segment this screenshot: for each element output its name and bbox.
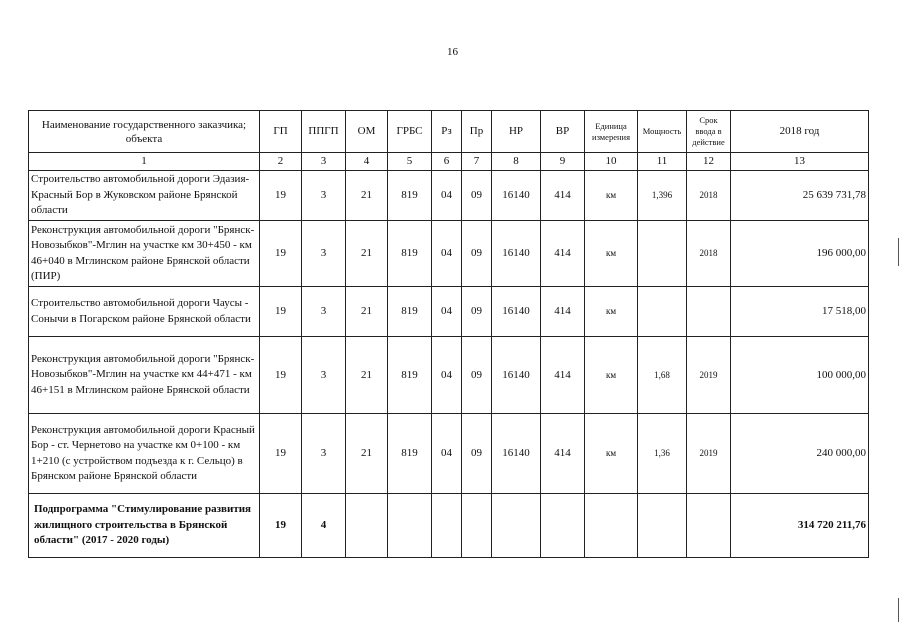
cell-term <box>687 287 731 337</box>
header-om: ОМ <box>346 111 388 153</box>
cell-nr: 16140 <box>492 171 541 221</box>
cell-term: 2018 <box>687 221 731 287</box>
header-gp: ГП <box>260 111 302 153</box>
cell-capacity <box>638 287 687 337</box>
cell-term: 2019 <box>687 337 731 414</box>
cell-gp: 19 <box>260 337 302 414</box>
table-row <box>29 171 869 221</box>
subprogram-name: Подпрограмма "Стимулирование развития жилищного строительства в Брянской области" (2017 - 2020 годы) <box>29 494 260 558</box>
cell-grbs: 819 <box>388 221 432 287</box>
cell-pr <box>462 494 492 558</box>
column-number: 12 <box>687 153 731 171</box>
cell-pr: 09 <box>462 221 492 287</box>
cell-vr <box>541 494 585 558</box>
table-row <box>29 337 869 414</box>
header-year-2018: 2018 год <box>731 111 869 153</box>
header-nr: НР <box>492 111 541 153</box>
column-number: 7 <box>462 153 492 171</box>
scan-margin-mark <box>898 598 899 622</box>
cell-gp: 19 <box>260 171 302 221</box>
cell-om: 21 <box>346 414 388 494</box>
cell-ppgp: 4 <box>302 494 346 558</box>
table-row <box>29 414 869 494</box>
cell-vr: 414 <box>541 171 585 221</box>
budget-table <box>28 110 869 558</box>
cell-sum-2018: 240 000,00 <box>731 414 869 494</box>
cell-sum-2018: 314 720 211,76 <box>731 494 869 558</box>
cell-ppgp: 3 <box>302 337 346 414</box>
column-number: 1 <box>29 153 260 171</box>
cell-term: 2018 <box>687 171 731 221</box>
header-vr: ВР <box>541 111 585 153</box>
column-number: 9 <box>541 153 585 171</box>
cell-unit: км <box>585 337 638 414</box>
cell-grbs: 819 <box>388 287 432 337</box>
cell-capacity: 1,396 <box>638 171 687 221</box>
cell-rz: 04 <box>432 414 462 494</box>
object-name: Строительство автомобильной дороги Чаусы - Сонычи в Погарском районе Брянской области <box>29 287 260 337</box>
header-name: Наименование государственного заказчика; объекта <box>29 111 260 153</box>
cell-sum-2018: 17 518,00 <box>731 287 869 337</box>
cell-vr: 414 <box>541 337 585 414</box>
cell-om: 21 <box>346 337 388 414</box>
cell-vr: 414 <box>541 287 585 337</box>
object-name: Реконструкция автомобильной дороги "Брянск-Новозыбков"-Мглин на участке км 30+450 - км 46+040 в Мглинском районе Брянской области (ПИР) <box>29 221 260 287</box>
cell-grbs: 819 <box>388 337 432 414</box>
header-unit: Единица измерения <box>585 111 638 153</box>
cell-grbs <box>388 494 432 558</box>
cell-pr: 09 <box>462 337 492 414</box>
header-ppgp: ППГП <box>302 111 346 153</box>
column-number: 8 <box>492 153 541 171</box>
column-number: 6 <box>432 153 462 171</box>
cell-unit: км <box>585 221 638 287</box>
cell-term <box>687 494 731 558</box>
cell-unit: км <box>585 287 638 337</box>
cell-rz: 04 <box>432 221 462 287</box>
page-number: 16 <box>447 46 458 58</box>
cell-sum-2018: 25 639 731,78 <box>731 171 869 221</box>
cell-om: 21 <box>346 287 388 337</box>
column-number: 11 <box>638 153 687 171</box>
header-grbs: ГРБС <box>388 111 432 153</box>
cell-capacity: 1,68 <box>638 337 687 414</box>
column-number: 2 <box>260 153 302 171</box>
object-name: Реконструкция автомобильной дороги Красный Бор - ст. Чернетово на участке км 0+100 - км 1+210 (с устройством подъезда к г. Сельцо) в Брянском районе Брянской области <box>29 414 260 494</box>
header-row <box>29 111 869 153</box>
object-name: Строительство автомобильной дороги Эдазия-Красный Бор в Жуковском районе Брянской области <box>29 171 260 221</box>
table-row <box>29 287 869 337</box>
cell-capacity <box>638 494 687 558</box>
cell-nr: 16140 <box>492 337 541 414</box>
cell-om: 21 <box>346 221 388 287</box>
subprogram-row <box>29 494 869 558</box>
cell-rz: 04 <box>432 171 462 221</box>
cell-capacity <box>638 221 687 287</box>
column-number: 10 <box>585 153 638 171</box>
header-term: Срок ввода в действие <box>687 111 731 153</box>
cell-nr <box>492 494 541 558</box>
cell-ppgp: 3 <box>302 171 346 221</box>
object-name: Реконструкция автомобильной дороги "Брянск-Новозыбков"-Мглин на участке км 44+471 - км 46+151 в Мглинском районе Брянской области <box>29 337 260 414</box>
cell-sum-2018: 196 000,00 <box>731 221 869 287</box>
header-pr: Пр <box>462 111 492 153</box>
cell-om: 21 <box>346 171 388 221</box>
cell-capacity: 1,36 <box>638 414 687 494</box>
cell-pr: 09 <box>462 171 492 221</box>
cell-vr: 414 <box>541 414 585 494</box>
cell-unit: км <box>585 171 638 221</box>
column-number-row <box>29 153 869 171</box>
cell-om <box>346 494 388 558</box>
cell-grbs: 819 <box>388 171 432 221</box>
cell-ppgp: 3 <box>302 287 346 337</box>
cell-sum-2018: 100 000,00 <box>731 337 869 414</box>
cell-gp: 19 <box>260 221 302 287</box>
column-number: 13 <box>731 153 869 171</box>
cell-rz <box>432 494 462 558</box>
cell-unit: км <box>585 414 638 494</box>
cell-grbs: 819 <box>388 414 432 494</box>
cell-nr: 16140 <box>492 414 541 494</box>
cell-pr: 09 <box>462 414 492 494</box>
header-capacity: Мощность <box>638 111 687 153</box>
column-number: 4 <box>346 153 388 171</box>
cell-gp: 19 <box>260 287 302 337</box>
cell-gp: 19 <box>260 414 302 494</box>
scan-margin-mark <box>898 238 899 266</box>
cell-nr: 16140 <box>492 221 541 287</box>
header-rz: Рз <box>432 111 462 153</box>
cell-nr: 16140 <box>492 287 541 337</box>
cell-rz: 04 <box>432 287 462 337</box>
cell-vr: 414 <box>541 221 585 287</box>
cell-ppgp: 3 <box>302 414 346 494</box>
cell-pr: 09 <box>462 287 492 337</box>
column-number: 3 <box>302 153 346 171</box>
cell-unit <box>585 494 638 558</box>
cell-gp: 19 <box>260 494 302 558</box>
cell-term: 2019 <box>687 414 731 494</box>
table-row <box>29 221 869 287</box>
cell-rz: 04 <box>432 337 462 414</box>
column-number: 5 <box>388 153 432 171</box>
cell-ppgp: 3 <box>302 221 346 287</box>
